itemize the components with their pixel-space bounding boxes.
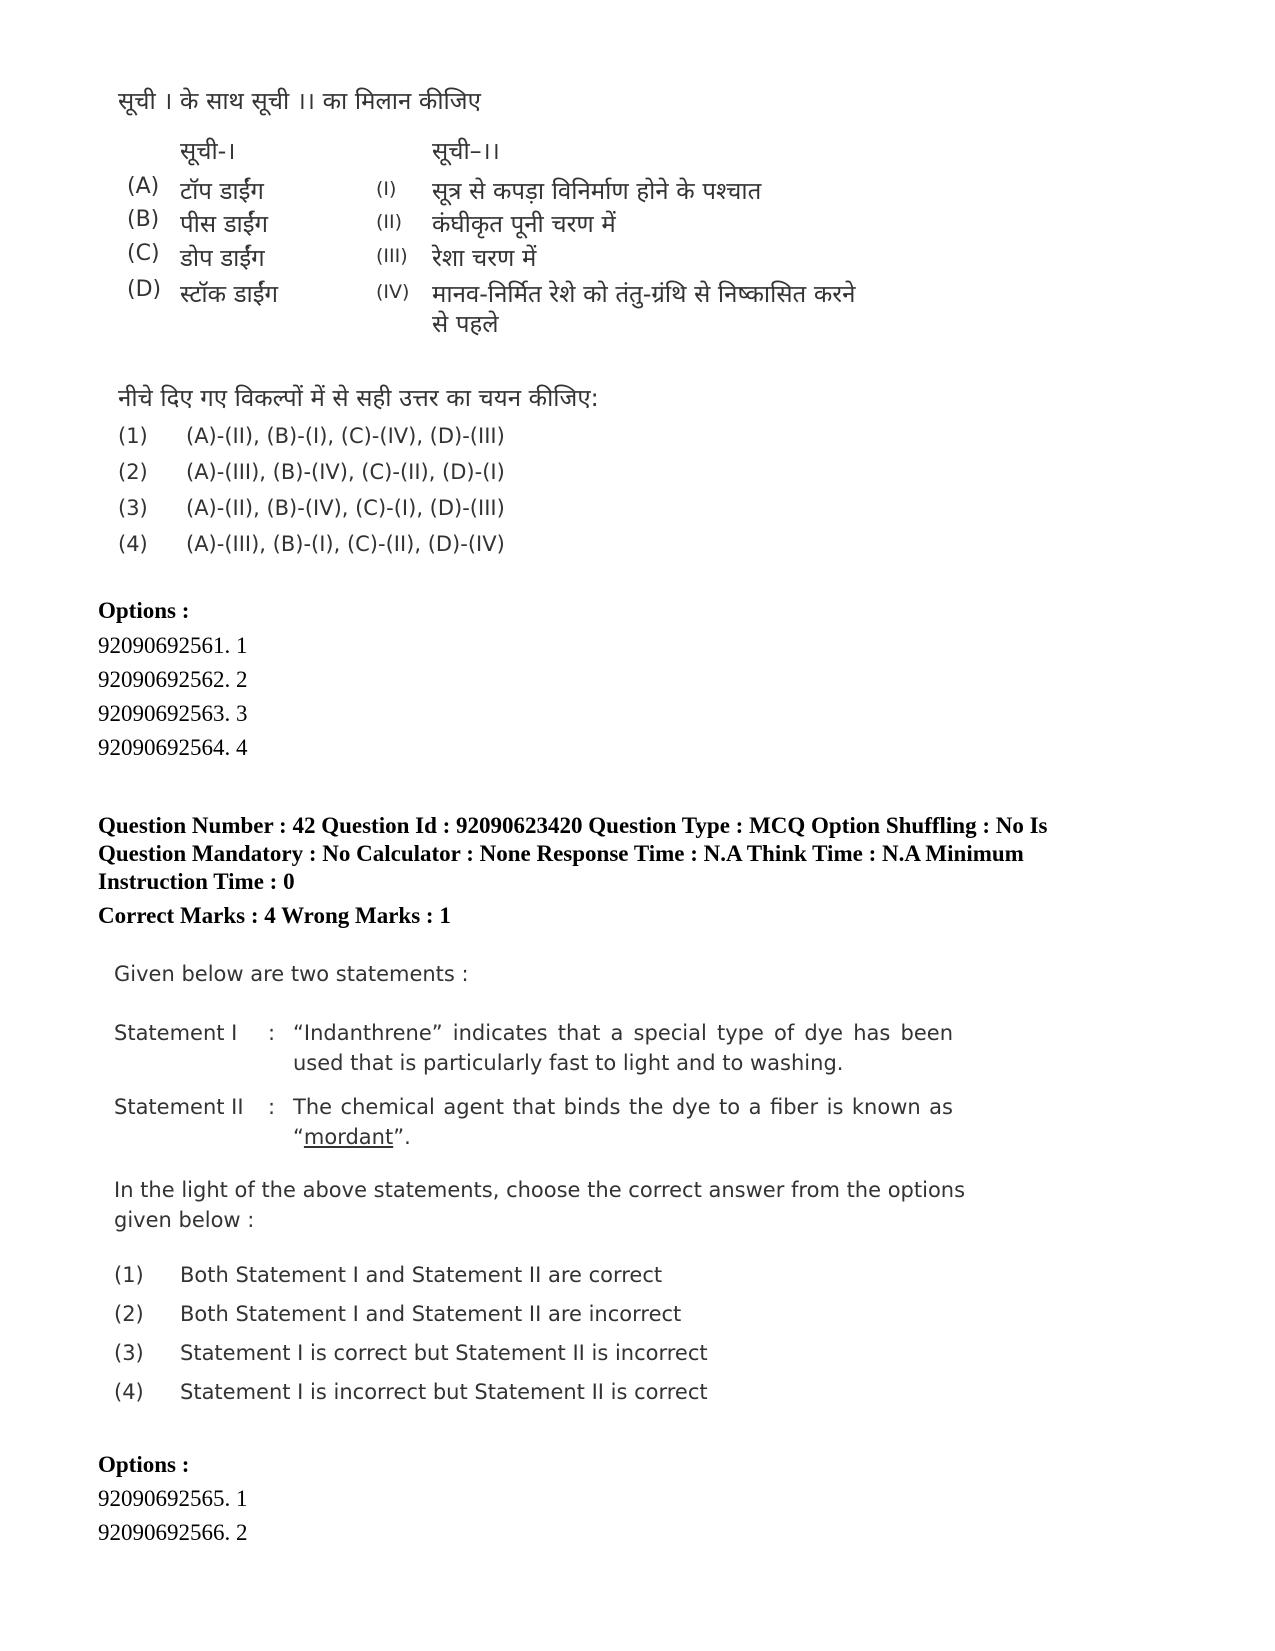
choice-text: Statement I is incorrect but Statement II is correct: [180, 1380, 708, 1404]
right-label: (IV): [376, 281, 410, 303]
answer-choice: [0, 460, 1275, 494]
option-line: 92090692563. 3: [98, 701, 248, 726]
statement-2-underlined-term: mordant: [303, 1125, 394, 1149]
choice-number: (2): [114, 1302, 144, 1326]
left-label: (C): [127, 241, 160, 266]
statement-2-text-part: The chemical agent that binds the dye to a fiber is known as “: [293, 1095, 953, 1149]
right-text: कंघीकृत पूनी चरण में: [432, 210, 616, 238]
question-instruction: सूची । के साथ सूची ।। का मिलान कीजिए: [118, 87, 481, 115]
choice-number: (3): [114, 1341, 144, 1365]
list1-header: सूची-।: [180, 137, 236, 165]
answer-choice: [0, 532, 1275, 566]
choice-number: (1): [118, 424, 148, 448]
list2-header: सूची–।।: [432, 137, 500, 165]
statement-2-text: [293, 1092, 953, 1152]
choice-text: (A)-(II), (B)-(IV), (C)-(I), (D)-(III): [186, 496, 505, 520]
choice-text: Both Statement I and Statement II are correct: [180, 1263, 663, 1287]
statement-2-colon: :: [268, 1095, 276, 1119]
left-label: (D): [127, 277, 162, 302]
right-label: (III): [376, 245, 408, 267]
left-label: (B): [127, 207, 160, 232]
choice-text: (A)-(III), (B)-(IV), (C)-(II), (D)-(I): [186, 460, 505, 484]
right-label: (II): [376, 211, 403, 233]
choice-text: (A)-(II), (B)-(I), (C)-(IV), (D)-(III): [186, 424, 505, 448]
statement-1-label: Statement I: [114, 1021, 238, 1045]
left-text: पीस डाईंग: [180, 210, 269, 238]
question-meta-line: Question Mandatory : No Calculator : None Response Time : N.A Think Time : N.A Minimum: [98, 841, 1024, 866]
right-text-continuation: से पहले: [432, 310, 499, 338]
choice-text: Statement I is correct but Statement II is incorrect: [180, 1341, 708, 1365]
match-row: [0, 277, 1275, 311]
choice-number: (4): [114, 1380, 144, 1404]
match-row: [0, 174, 1275, 208]
prompt-line: given below :: [114, 1208, 255, 1232]
choice-number: (4): [118, 532, 148, 556]
right-text: मानव-निर्मित रेशे को तंतु-ग्रंथि से निष्कासित करने: [432, 280, 856, 308]
right-text: रेशा चरण में: [432, 244, 537, 272]
prompt-line: In the light of the above statements, choose the correct answer from the options: [114, 1178, 966, 1202]
match-row: [0, 207, 1275, 241]
choice-number: (2): [118, 460, 148, 484]
right-label: (I): [376, 178, 397, 200]
statement-2-text-part: ”.: [393, 1125, 411, 1149]
answer-choice: [0, 496, 1275, 530]
choice-number: (1): [114, 1263, 144, 1287]
question-meta-line: Question Number : 42 Question Id : 92090623420 Question Type : MCQ Option Shuffling : No Is: [98, 813, 1048, 838]
option-line: 92090692565. 1: [98, 1486, 248, 1511]
left-text: स्टॉक डाईंग: [180, 280, 279, 308]
choice-text: (A)-(III), (B)-(I), (C)-(II), (D)-(IV): [186, 532, 505, 556]
options-heading: Options :: [98, 1452, 190, 1477]
choice-number: (3): [118, 496, 148, 520]
right-text: सूत्र से कपड़ा विनिर्माण होने के पश्चात: [432, 177, 762, 205]
option-line: 92090692562. 2: [98, 667, 248, 692]
left-text: टॉप डाईंग: [180, 177, 264, 205]
choose-instruction: नीचे दिए गए विकल्पों में से सही उत्तर का चयन कीजिए:: [118, 384, 599, 412]
match-row: [0, 241, 1275, 275]
question-intro: Given below are two statements :: [114, 962, 469, 986]
marks-line: Correct Marks : 4 Wrong Marks : 1: [98, 903, 451, 928]
option-line: 92090692566. 2: [98, 1520, 248, 1545]
statement-1-colon: :: [268, 1021, 276, 1045]
choice-text: Both Statement I and Statement II are incorrect: [180, 1302, 682, 1326]
option-line: 92090692561. 1: [98, 633, 248, 658]
option-line: 92090692564. 4: [98, 735, 248, 760]
options-heading: Options :: [98, 598, 190, 623]
answer-choice: [0, 424, 1275, 458]
statement-1-text: “Indanthrene” indicates that a special type of dye has been used that is particularly fast to light and to washing.: [293, 1021, 953, 1075]
left-label: (A): [127, 174, 160, 199]
statement-2-label: Statement II: [114, 1095, 244, 1119]
left-text: डोप डाईंग: [180, 244, 265, 272]
question-meta-line: Instruction Time : 0: [98, 869, 295, 894]
